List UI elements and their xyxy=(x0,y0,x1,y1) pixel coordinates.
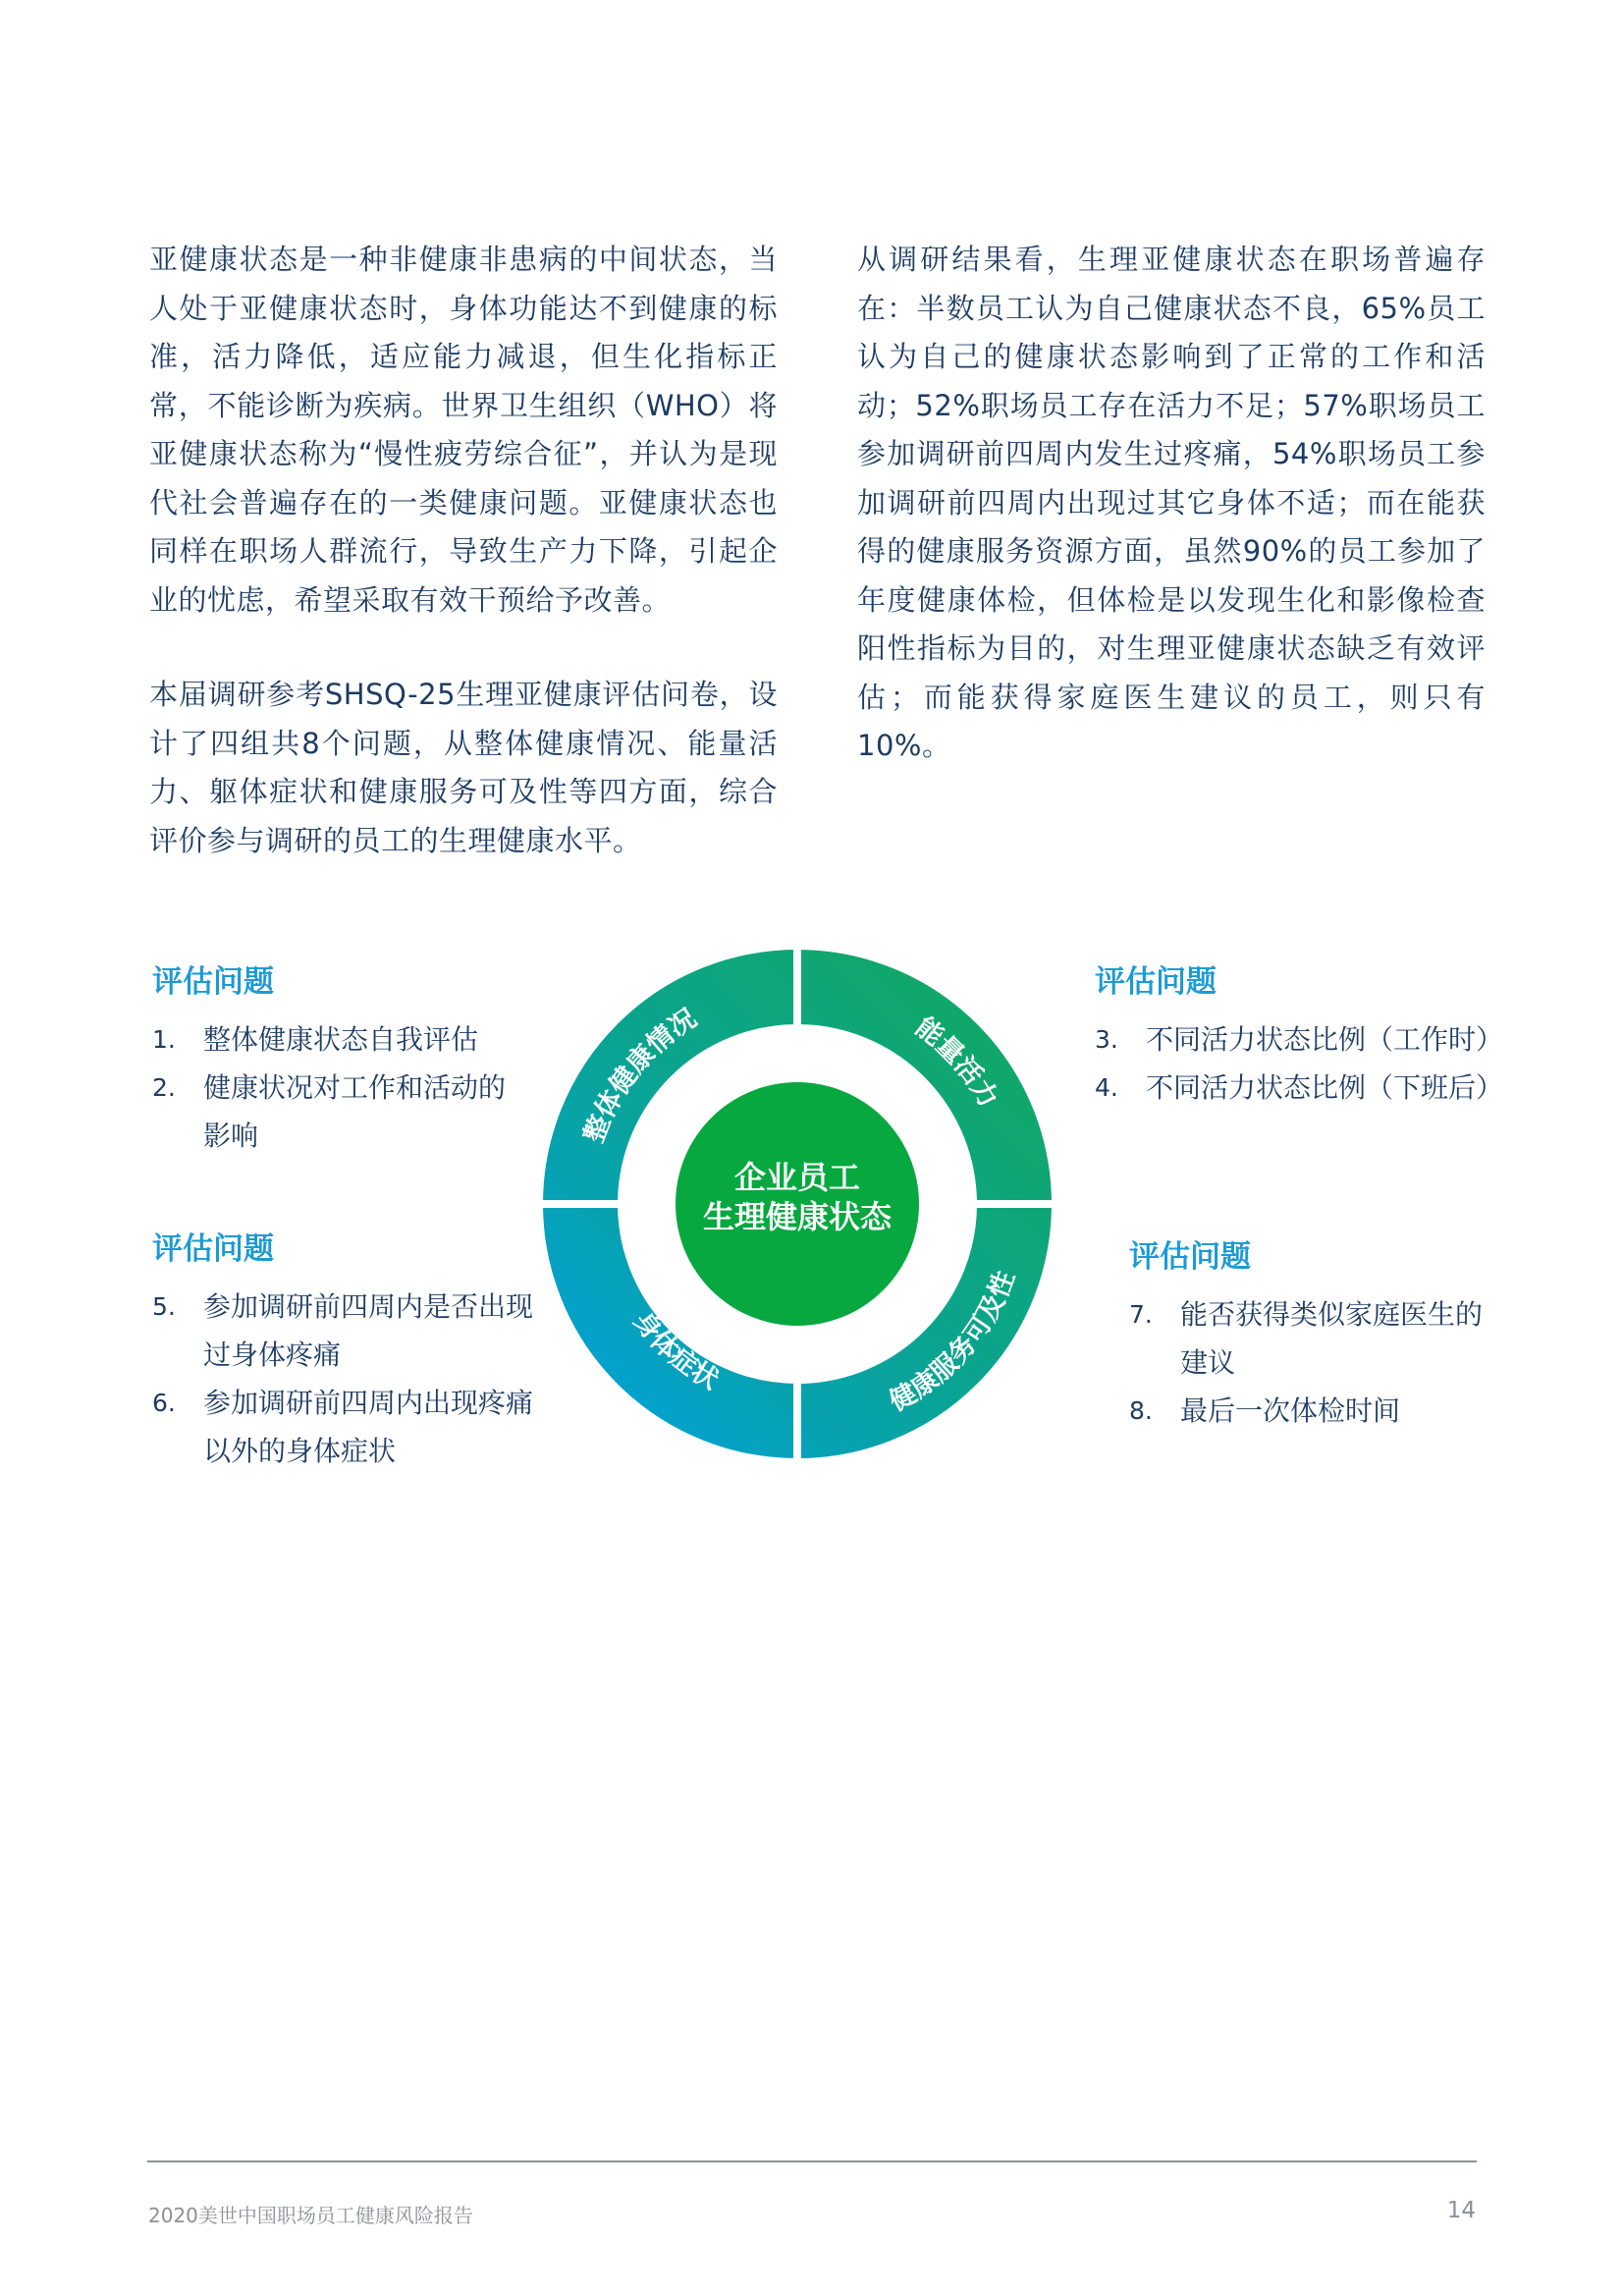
question-group-heading: 评估问题 xyxy=(1095,964,1217,1000)
health-dimensions-diagram xyxy=(542,949,1053,1459)
question-list xyxy=(1095,1015,1507,1112)
question-item xyxy=(1129,1290,1483,1387)
question-group-heading: 评估问题 xyxy=(1129,1239,1251,1275)
footer-divider xyxy=(147,2160,1477,2162)
question-number: 1. xyxy=(152,1025,176,1054)
segment-label-overall-health: 整体健康情况 xyxy=(578,1003,703,1147)
question-group-body-symptoms xyxy=(152,1230,565,1475)
methodology-paragraph: 本届调研参考SHSQ-25生理亚健康评估问卷，设计了四组共8个问题，从整体健康情况、能量活力、躯体症状和健康服务可及性等四方面，综合评价参与调研的员工的生理健康水平。 xyxy=(149,678,778,857)
question-number: 4. xyxy=(1095,1073,1118,1102)
question-group-heading: 评估问题 xyxy=(152,964,274,1000)
segment-label-service-access: 健康服务可及性 xyxy=(884,1266,1021,1418)
question-item xyxy=(1095,1064,1507,1112)
question-item xyxy=(152,1015,545,1064)
question-group-energy xyxy=(1095,962,1507,1112)
question-text: 不同活力状态比例（工作时） xyxy=(1146,1023,1504,1056)
findings-paragraph: 从调研结果看，生理亚健康状态在职场普遍存在：半数员工认为自己健康状态不良，65%员工认为自己的健康状态影响到了正常的工作和活动；52%职场员工存在活力不足；57%职场员工参加调研前四周内发生过疼痛，54%职场员工参加调研前四周内出现过其它身体不适；而在能获得的健康服务资源方面，虽然90%的员工参加了年度健康体检，但体检是以发现生化和影像检查阳性指标为目的，对生理亚健康状态缺乏有效评估；而能获得家庭医生建议的员工，则只有10%。 xyxy=(857,243,1486,762)
question-item xyxy=(1129,1387,1483,1435)
question-item xyxy=(152,1064,527,1160)
center-label-line-2: 生理健康状态 xyxy=(702,1198,892,1235)
question-group-heading: 评估问题 xyxy=(152,1231,274,1267)
question-number: 7. xyxy=(1129,1300,1153,1329)
question-text: 健康状况对工作和活动的影响 xyxy=(203,1071,507,1152)
question-number: 3. xyxy=(1095,1025,1118,1054)
question-text: 不同活力状态比例（下班后） xyxy=(1146,1071,1504,1104)
question-group-overall-health xyxy=(152,962,545,1160)
segment-label-energy: 能量活力 xyxy=(909,1011,1004,1113)
question-text: 整体健康状态自我评估 xyxy=(203,1023,479,1056)
intro-paragraph: 亚健康状态是一种非健康非患病的中间状态，当人处于亚健康状态时，身体功能达不到健康的标准，活力降低，适应能力减退，但生化指标正常，不能诊断为疾病。世界卫生组织（WHO）将亚健康状态称为“慢性疲劳综合征”，并认为是现代社会普遍存在的一类健康问题。亚健康状态也同样在职场人群流行，导致生产力下降，引起企业的忧虑，希望采取有效干预给予改善。 xyxy=(149,243,778,617)
question-list xyxy=(1129,1290,1483,1435)
question-item xyxy=(152,1379,555,1475)
question-text: 能否获得类似家庭医生的建议 xyxy=(1180,1298,1484,1379)
page-number: 14 xyxy=(1446,2198,1476,2223)
question-number: 8. xyxy=(1129,1396,1153,1425)
question-item xyxy=(1095,1015,1507,1064)
question-text: 参加调研前四周内是否出现过身体疼痛 xyxy=(203,1290,534,1371)
question-text: 参加调研前四周内出现疼痛以外的身体症状 xyxy=(203,1387,534,1467)
question-list xyxy=(152,1283,555,1475)
question-item xyxy=(152,1283,555,1379)
question-number: 2. xyxy=(152,1073,176,1102)
segment-label-body-symptoms: 身体症状 xyxy=(626,1306,724,1396)
question-number: 5. xyxy=(152,1292,176,1321)
center-label-line-1: 企业员工 xyxy=(733,1159,860,1196)
question-list xyxy=(152,1015,545,1160)
question-group-service-access xyxy=(1129,1237,1502,1435)
footer-report-title: 2020美世中国职场员工健康风险报告 xyxy=(148,2204,473,2227)
question-text: 最后一次体检时间 xyxy=(1180,1394,1401,1427)
question-number: 6. xyxy=(152,1389,176,1417)
